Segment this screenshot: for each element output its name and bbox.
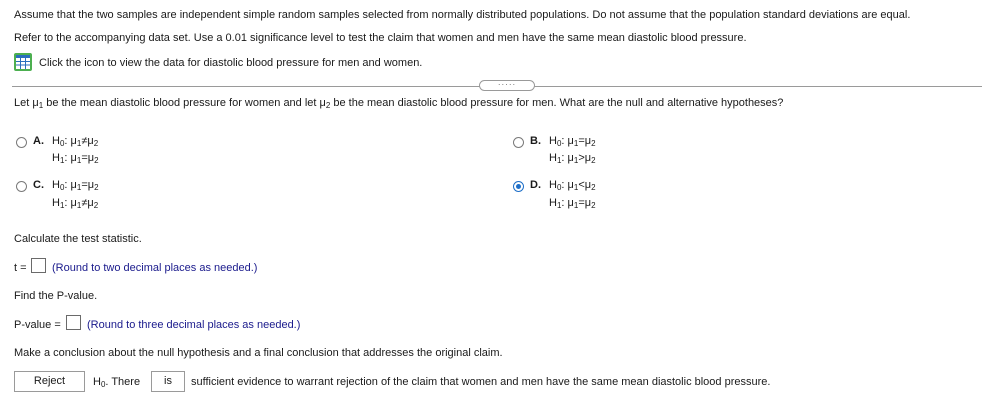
option-c-radio[interactable] — [16, 181, 27, 192]
p-value-input[interactable] — [66, 315, 81, 330]
option-a-h0: H0: μ1≠μ2 — [52, 135, 99, 148]
p-value-prompt: Find the P-value. — [14, 290, 98, 302]
hypotheses-question: Let μ1 be the mean diastolic blood pressure for women and let μ2 be the mean diastolic blood pressure for men. What are the null and alternative hypotheses? — [14, 97, 784, 110]
expand-dots-button[interactable]: ····· — [479, 80, 535, 91]
h0-there-text: H0. There — [93, 376, 141, 389]
conclusion-statement: sufficient evidence to warrant rejection of the claim that women and men have the same mean diastolic blood pressure. — [191, 376, 771, 388]
reject-decision-dropdown[interactable]: Reject — [14, 371, 85, 392]
option-b-h0: H0: μ1=μ2 — [549, 135, 596, 148]
option-d-label[interactable]: D. — [530, 179, 541, 191]
data-link-text[interactable]: Click the icon to view the data for diastolic blood pressure for men and women. — [39, 57, 423, 69]
option-a-label[interactable]: A. — [33, 135, 44, 147]
option-c-label[interactable]: C. — [33, 179, 44, 191]
option-a-h1: H1: μ1=μ2 — [52, 152, 99, 165]
t-label: t = — [14, 262, 27, 274]
option-c-h1: H1: μ1≠μ2 — [52, 197, 99, 210]
p-value-rounding-hint: (Round to three decimal places as needed.) — [87, 319, 301, 331]
conclusion-prompt: Make a conclusion about the null hypothesis and a final conclusion that addresses the original claim. — [14, 347, 503, 359]
problem-statement-line-1: Assume that the two samples are independent simple random samples selected from normally distributed populations. Do not assume that the population standard deviations are equal. — [14, 9, 911, 21]
test-statistic-prompt: Calculate the test statistic. — [14, 233, 142, 245]
option-d-h0: H0: μ1<μ2 — [549, 179, 596, 192]
data-table-icon[interactable] — [14, 53, 32, 71]
t-statistic-input[interactable] — [31, 258, 46, 273]
option-d-h1: H1: μ1=μ2 — [549, 197, 596, 210]
option-b-radio[interactable] — [513, 137, 524, 148]
option-c-h0: H0: μ1=μ2 — [52, 179, 99, 192]
option-d-radio[interactable] — [513, 181, 524, 192]
option-b-label[interactable]: B. — [530, 135, 541, 147]
p-value-label: P-value = — [14, 319, 61, 331]
option-a-radio[interactable] — [16, 137, 27, 148]
option-b-h1: H1: μ1>μ2 — [549, 152, 596, 165]
t-rounding-hint: (Round to two decimal places as needed.) — [52, 262, 258, 274]
problem-statement-line-2: Refer to the accompanying data set. Use a 0.01 significance level to test the claim that women and men have the same mean diastolic blood pressure. — [14, 32, 747, 44]
evidence-dropdown[interactable]: is — [151, 371, 185, 392]
